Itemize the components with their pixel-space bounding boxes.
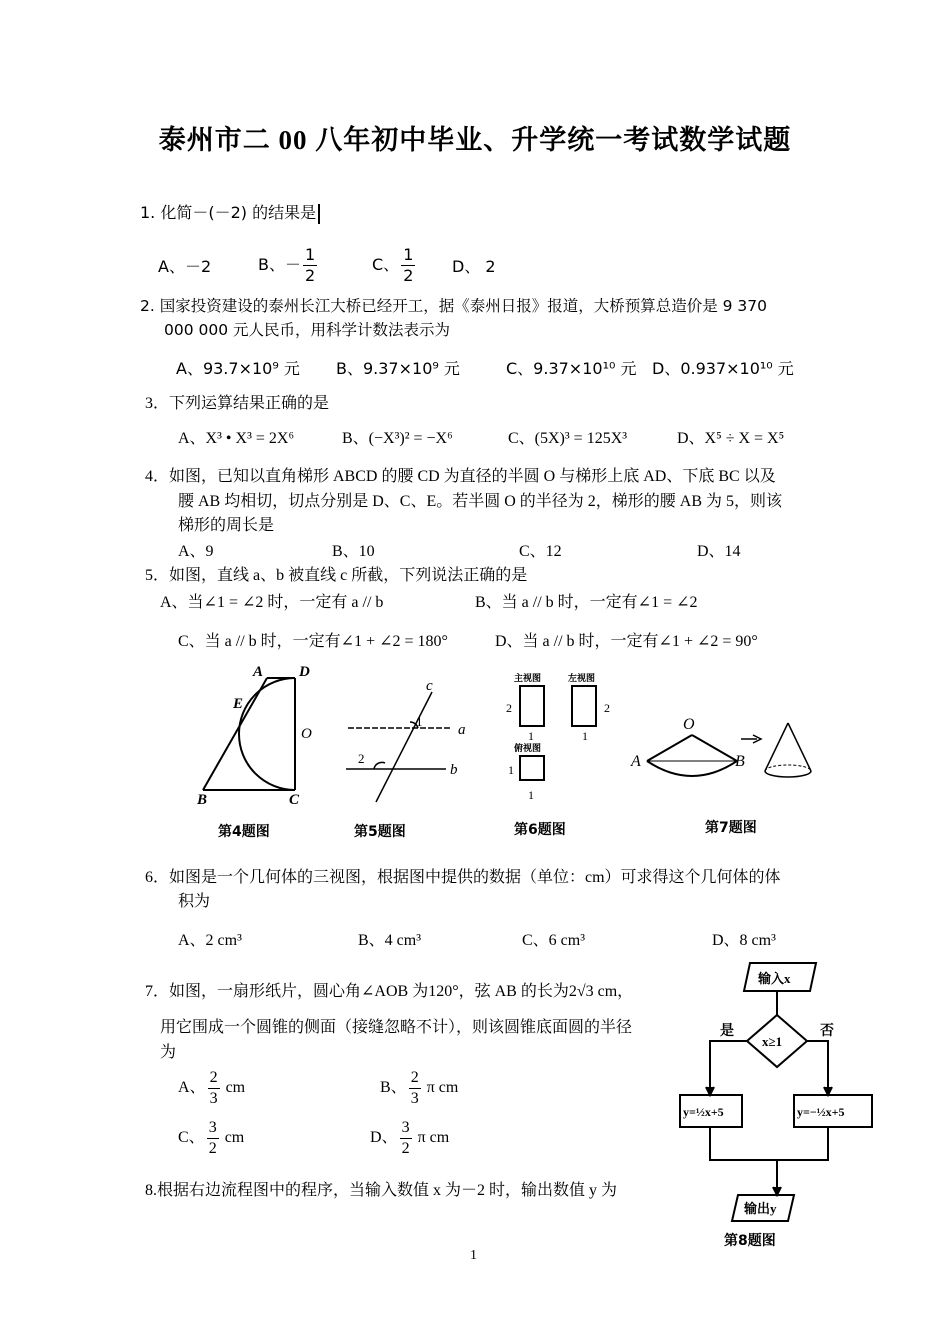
- figure-7-caption: 第7题图: [705, 820, 757, 836]
- q3-option-a[interactable]: A、X³ • X³ = 2X⁶: [178, 430, 295, 447]
- figure-4: [185, 660, 335, 845]
- fraction: $\frac{2}{3}$: [410, 1069, 419, 1107]
- fraction: $\frac{1}{2}$: [304, 245, 316, 285]
- q4-option-a[interactable]: A、9: [178, 543, 214, 560]
- cone-edge-left: [765, 723, 788, 771]
- q7-option-c[interactable]: C、 $\frac{3}{2}$ cm: [178, 1119, 245, 1157]
- q2-option-c[interactable]: C、9.37×10¹⁰ 元: [506, 359, 637, 378]
- q2-option-a[interactable]: A、93.7×10⁹ 元: [176, 359, 300, 378]
- q4-option-c[interactable]: C、12: [519, 543, 562, 560]
- dim-label: 1: [528, 788, 534, 802]
- label-a: A: [253, 664, 264, 680]
- input-label: 输入x: [758, 971, 791, 986]
- label-e: E: [233, 696, 244, 712]
- front-view: [520, 686, 544, 726]
- fraction: $\frac{3}{2}$: [208, 1119, 217, 1157]
- q1-option-b[interactable]: B、－ $\frac{1}{2}$: [258, 245, 316, 285]
- q5-option-a[interactable]: A、当∠1 = ∠2 时，一定有 a // b: [160, 594, 384, 611]
- figure-5: [340, 672, 480, 847]
- dim-label: 1: [582, 729, 588, 743]
- q2-option-d[interactable]: D、0.937×10¹⁰ 元: [652, 359, 794, 378]
- yes-label: 是: [720, 1024, 734, 1039]
- q6-option-d[interactable]: D、8 cm³: [712, 932, 776, 949]
- q2-line2: 000 000 元人民币，用科学计数法表示为: [164, 321, 451, 339]
- q5-stem: 5．如图，直线 a、b 被直线 c 所截，下列说法正确的是: [145, 567, 528, 584]
- side-view-label: 左视图: [568, 673, 596, 683]
- q4-option-b[interactable]: B、10: [332, 543, 375, 560]
- side-view: [572, 686, 596, 726]
- line-c: [376, 692, 432, 802]
- q7-line1: 7．如图，一扇形纸片，圆心角∠AOB 为120°，弦 AB 的长为2√3 cm，: [145, 983, 634, 1000]
- figure-6-caption: 第6题图: [514, 822, 566, 838]
- line-ab: [203, 678, 267, 790]
- dim-label: 1: [528, 729, 534, 743]
- q1-option-c[interactable]: C、 $\frac{1}{2}$: [372, 245, 414, 285]
- figure-6: [500, 668, 625, 848]
- figure-8-flowchart: [670, 955, 885, 1255]
- q5-option-c[interactable]: C、当 a // b 时，一定有∠1 + ∠2 = 180°: [178, 633, 448, 650]
- q1-stem: 1. 化简－(－2) 的结果是: [140, 202, 320, 224]
- q3-stem: 3．下列运算结果正确的是: [145, 395, 330, 412]
- radius-ob: [692, 735, 737, 761]
- q4-line3: 梯形的周长是: [178, 517, 275, 534]
- no-label: 否: [820, 1024, 834, 1039]
- q3-option-c[interactable]: C、(5X)³ = 125X³: [508, 430, 628, 447]
- figure-7: [625, 665, 820, 845]
- semicircle: [239, 678, 295, 790]
- label-o: O: [301, 726, 312, 742]
- front-view-label: 主视图: [514, 673, 542, 683]
- dim-label: 2: [604, 701, 610, 715]
- label-1: 1: [416, 714, 423, 729]
- arc-ab: [647, 761, 737, 776]
- q4-line1: 4．如图，已知以直角梯形 ABCD 的腰 CD 为直径的半圆 O 与梯形上底 AD、下底 BC 以及: [145, 468, 776, 485]
- output-label: 输出y: [744, 1201, 777, 1216]
- dim-label: 2: [506, 701, 512, 715]
- right-box-label: y=−½x+5: [797, 1105, 845, 1119]
- q5-option-b[interactable]: B、当 a // b 时，一定有∠1 = ∠2: [475, 594, 698, 611]
- label-c: C: [289, 792, 300, 808]
- figure-4-caption: 第4题图: [218, 824, 270, 840]
- fraction: $\frac{3}{2}$: [401, 1119, 410, 1157]
- figure-5-caption: 第5题图: [354, 824, 406, 840]
- condition-label: x≥1: [762, 1034, 783, 1049]
- q1-option-a[interactable]: A、－2: [158, 257, 212, 276]
- q4-line2: 腰 AB 均相切，切点分别是 D、C、E。若半圆 O 的半径为 2，梯形的腰 AB 为 5，则该: [178, 493, 783, 510]
- q6-line2: 积为: [178, 893, 211, 910]
- label-b: B: [735, 753, 745, 770]
- page-title: 泰州市二 00 八年初中毕业、升学统一考试数学试题: [158, 125, 792, 155]
- label-2: 2: [358, 751, 365, 766]
- label-a: a: [458, 722, 466, 738]
- q6-line1: 6．如图是一个几何体的三视图，根据图中提供的数据（单位：cm）可求得这个几何体的体: [145, 869, 781, 886]
- q6-option-b[interactable]: B、4 cm³: [358, 932, 422, 949]
- arrow-icon: [741, 735, 761, 743]
- q5-option-d[interactable]: D、当 a // b 时，一定有∠1 + ∠2 = 90°: [495, 633, 758, 650]
- q8-stem: 8.根据右边流程图中的程序，当输入数值 x 为－2 时，输出数值 y 为: [145, 1182, 618, 1199]
- top-view-label: 俯视图: [514, 743, 542, 753]
- figure-8-caption: 第8题图: [724, 1233, 776, 1249]
- fraction: $\frac{1}{2}$: [403, 245, 414, 285]
- label-b: B: [197, 792, 208, 808]
- cone-edge-right: [788, 723, 811, 771]
- q7-option-d[interactable]: D、 $\frac{3}{2}$ π cm: [370, 1119, 450, 1157]
- q1-option-d[interactable]: D、 2: [452, 257, 496, 276]
- q3-option-d[interactable]: D、X⁵ ÷ X = X⁵: [677, 430, 785, 447]
- dim-label: 1: [508, 763, 514, 777]
- top-view: [520, 756, 544, 780]
- label-o: O: [683, 716, 695, 733]
- q6-option-a[interactable]: A、2 cm³: [178, 932, 242, 949]
- fraction: $\frac{2}{3}$: [209, 1069, 218, 1107]
- cone-base: [765, 771, 811, 777]
- q3-option-b[interactable]: B、(−X³)² = −X⁶: [342, 430, 453, 447]
- q7-option-a[interactable]: A、 $\frac{2}{3}$ cm: [178, 1069, 246, 1107]
- label-b: b: [450, 762, 458, 778]
- left-box-label: y=½x+5: [683, 1105, 724, 1119]
- radius-oa: [647, 735, 692, 761]
- page-number: 1: [470, 1248, 477, 1263]
- q4-option-d[interactable]: D、14: [697, 543, 741, 560]
- label-a: A: [631, 753, 641, 770]
- text-cursor: [318, 204, 320, 224]
- q7-line3: 为: [160, 1044, 177, 1061]
- label-c: c: [426, 678, 433, 694]
- q2-line1: 2. 国家投资建设的泰州长江大桥已经开工，据《泰州日报》报道，大桥预算总造价是 9 370: [140, 297, 768, 315]
- q7-option-b[interactable]: B、 $\frac{2}{3}$ π cm: [380, 1069, 459, 1107]
- q7-line2: 用它围成一个圆锥的侧面（接缝忽略不计），则该圆锥底面圆的半径: [160, 1019, 633, 1036]
- q2-option-b[interactable]: B、9.37×10⁹ 元: [336, 359, 460, 378]
- q6-option-c[interactable]: C、6 cm³: [522, 932, 586, 949]
- label-d: D: [299, 664, 310, 680]
